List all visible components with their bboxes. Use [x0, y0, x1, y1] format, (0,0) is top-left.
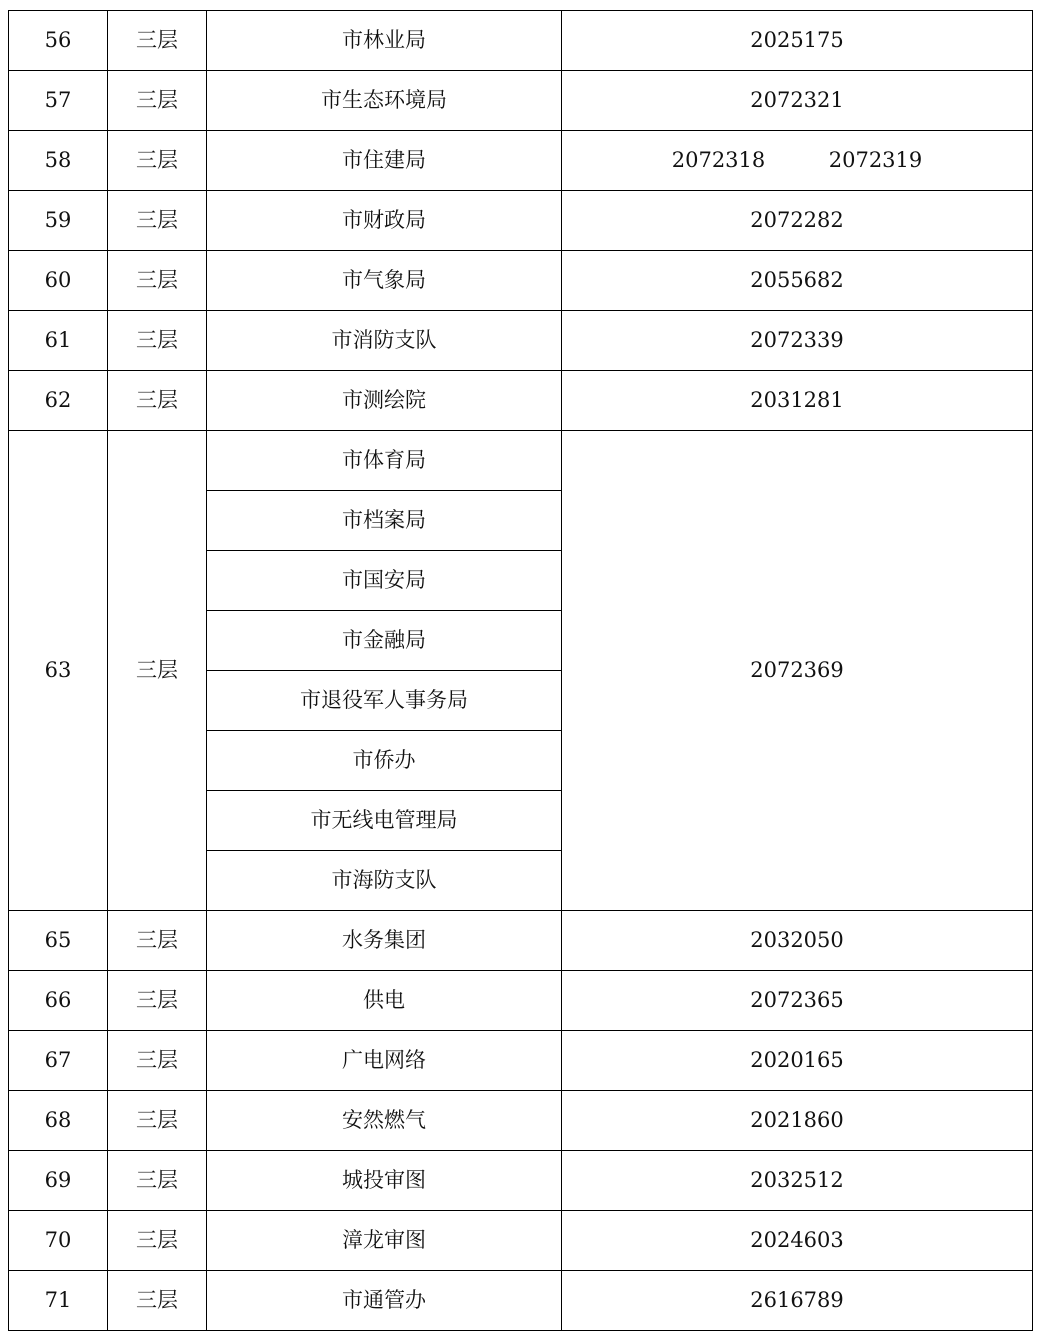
table-row — [9, 251, 1033, 311]
floor-cell: 三层 — [108, 1271, 207, 1331]
row-number: 56 — [9, 11, 108, 71]
floor-cell: 三层 — [108, 311, 207, 371]
unit-name: 市测绘院 — [207, 371, 562, 431]
row-number: 60 — [9, 251, 108, 311]
row-number: 68 — [9, 1091, 108, 1151]
table-row — [9, 1271, 1033, 1331]
unit-name: 市体育局 — [207, 431, 562, 491]
row-number: 70 — [9, 1211, 108, 1271]
table-row — [9, 131, 1033, 191]
phone-number: 2072369 — [562, 431, 1033, 911]
table-row — [9, 71, 1033, 131]
unit-name: 广电网络 — [207, 1031, 562, 1091]
table-row — [9, 971, 1033, 1031]
phone-number: 2032512 — [562, 1151, 1033, 1211]
floor-cell: 三层 — [108, 191, 207, 251]
unit-name: 供电 — [207, 971, 562, 1031]
unit-name: 市消防支队 — [207, 311, 562, 371]
row-number: 59 — [9, 191, 108, 251]
table-row — [9, 11, 1033, 71]
floor-cell: 三层 — [108, 371, 207, 431]
row-number: 69 — [9, 1151, 108, 1211]
floor-cell: 三层 — [108, 971, 207, 1031]
row-number: 66 — [9, 971, 108, 1031]
unit-name: 水务集团 — [207, 911, 562, 971]
unit-name: 市档案局 — [207, 491, 562, 551]
row-number: 67 — [9, 1031, 108, 1091]
floor-cell: 三层 — [108, 251, 207, 311]
table-row-group — [9, 431, 1033, 491]
table-row — [9, 1091, 1033, 1151]
unit-name: 城投审图 — [207, 1151, 562, 1211]
unit-name: 安然燃气 — [207, 1091, 562, 1151]
unit-name: 漳龙审图 — [207, 1211, 562, 1271]
floor-cell: 三层 — [108, 1031, 207, 1091]
unit-name: 市侨办 — [207, 731, 562, 791]
floor-cell: 三层 — [108, 1211, 207, 1271]
unit-name: 市林业局 — [207, 11, 562, 71]
unit-name: 市住建局 — [207, 131, 562, 191]
table-row — [9, 191, 1033, 251]
floor-cell: 三层 — [108, 71, 207, 131]
unit-name: 市无线电管理局 — [207, 791, 562, 851]
floor-cell: 三层 — [108, 11, 207, 71]
table-row — [9, 1211, 1033, 1271]
row-number: 71 — [9, 1271, 108, 1331]
phone-number: 2616789 — [562, 1271, 1033, 1331]
row-number: 58 — [9, 131, 108, 191]
floor-cell: 三层 — [108, 131, 207, 191]
unit-name: 市生态环境局 — [207, 71, 562, 131]
floor-cell: 三层 — [108, 911, 207, 971]
phone-number: 2025175 — [562, 11, 1033, 71]
phone-directory-table — [8, 10, 1033, 1331]
floor-cell: 三层 — [108, 1151, 207, 1211]
row-number: 61 — [9, 311, 108, 371]
phone-number: 2072321 — [562, 71, 1033, 131]
phone-number: 2072282 — [562, 191, 1033, 251]
table-row — [9, 1031, 1033, 1091]
table-row — [9, 1151, 1033, 1211]
unit-name: 市国安局 — [207, 551, 562, 611]
table-row — [9, 911, 1033, 971]
phone-number: 2032050 — [562, 911, 1033, 971]
unit-name: 市金融局 — [207, 611, 562, 671]
phone-number: 2055682 — [562, 251, 1033, 311]
row-number: 65 — [9, 911, 108, 971]
row-number: 63 — [9, 431, 108, 911]
phone-number-pair — [562, 131, 1033, 191]
unit-name: 市通管办 — [207, 1271, 562, 1331]
phone-number: 2024603 — [562, 1211, 1033, 1271]
table-row — [9, 311, 1033, 371]
phone-number: 2072318 — [671, 148, 766, 172]
phone-number: 2031281 — [562, 371, 1033, 431]
row-number: 57 — [9, 71, 108, 131]
table-row — [9, 371, 1033, 431]
phone-number: 2020165 — [562, 1031, 1033, 1091]
floor-cell: 三层 — [108, 431, 207, 911]
unit-name: 市财政局 — [207, 191, 562, 251]
phone-number: 2072319 — [828, 148, 923, 172]
phone-number: 2072339 — [562, 311, 1033, 371]
phone-number: 2021860 — [562, 1091, 1033, 1151]
unit-name: 市退役军人事务局 — [207, 671, 562, 731]
phone-number: 2072365 — [562, 971, 1033, 1031]
floor-cell: 三层 — [108, 1091, 207, 1151]
unit-name: 市气象局 — [207, 251, 562, 311]
unit-name: 市海防支队 — [207, 851, 562, 911]
row-number: 62 — [9, 371, 108, 431]
